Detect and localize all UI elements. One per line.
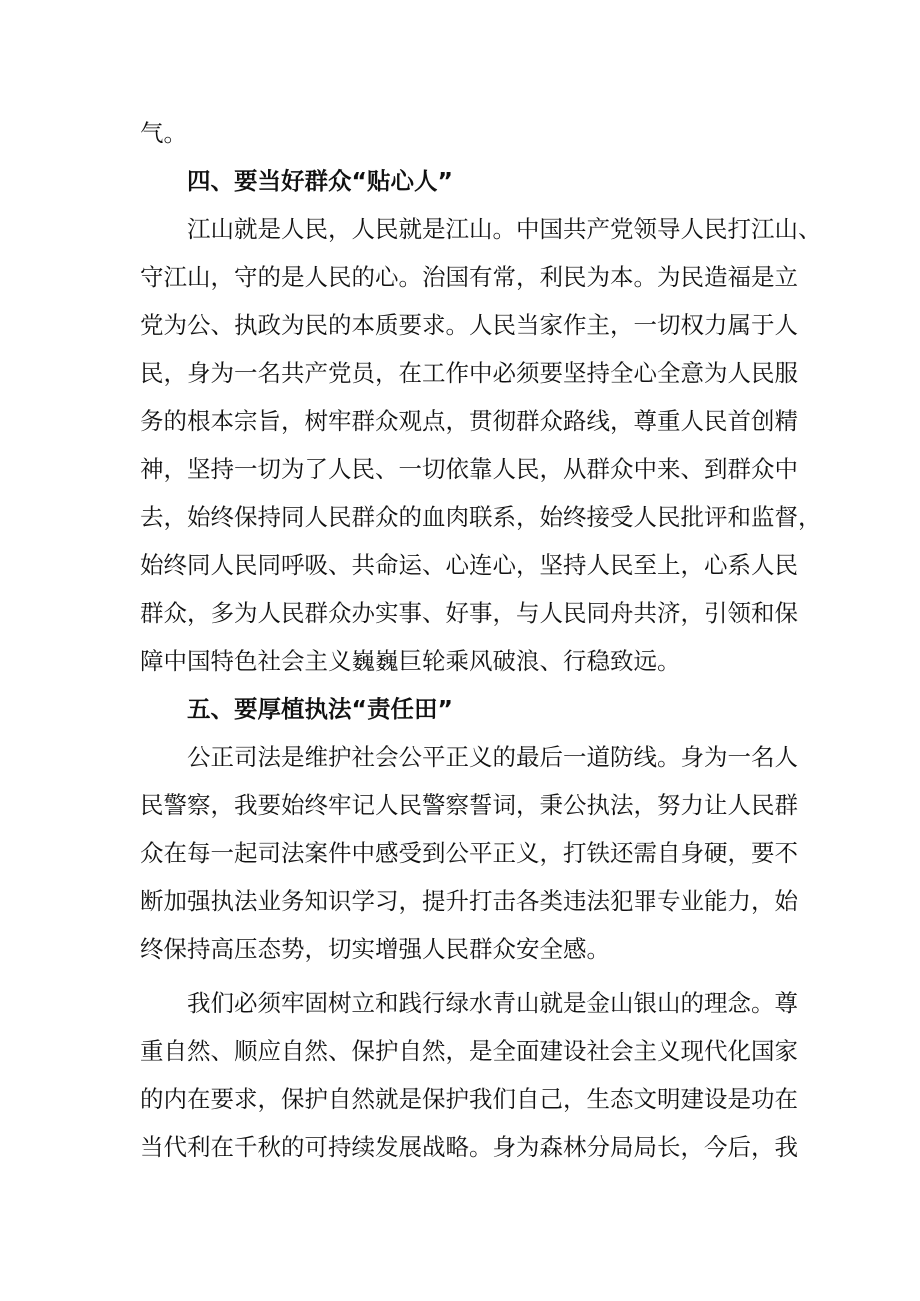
paragraph-fragment: 气。 <box>140 119 187 147</box>
paragraph-line: 始终同人民同呼吸、共命运、心连心，坚持人民至上，心系人民 <box>140 551 798 579</box>
paragraph-line: 重自然、顺应自然、保护自然，是全面建设社会主义现代化国家 <box>140 1037 798 1065</box>
paragraph-line: 公正司法是维护社会公平正义的最后一道防线。身为一名人 <box>187 743 798 771</box>
paragraph-line: 当代利在千秋的可持续发展战略。身为森林分局局长，今后，我 <box>140 1133 798 1161</box>
paragraph-line: 终保持高压态势，切实增强人民群众安全感。 <box>140 935 610 963</box>
paragraph-line: 神，坚持一切为了人民、一切依靠人民，从群众中来、到群众中 <box>140 455 798 483</box>
paragraph-line: 守江山，守的是人民的心。治国有常，利民为本。为民造福是立 <box>140 263 798 291</box>
paragraph-line: 党为公、执政为民的本质要求。人民当家作主，一切权力属于人 <box>140 311 798 339</box>
paragraph-line: 众在每一起司法案件中感受到公平正义，打铁还需自身硬，要不 <box>140 839 798 867</box>
section-heading-4: 四、要当好群众“贴心人” <box>187 167 453 195</box>
paragraph-line: 的内在要求，保护自然就是保护我们自己，生态文明建设是功在 <box>140 1085 798 1113</box>
paragraph-line: 务的根本宗旨，树牢群众观点，贯彻群众路线，尊重人民首创精 <box>140 407 798 435</box>
paragraph-line: 我们必须牢固树立和践行绿水青山就是金山银山的理念。尊 <box>187 989 798 1017</box>
paragraph-line: 民，身为一名共产党员，在工作中必须要坚持全心全意为人民服 <box>140 359 798 387</box>
paragraph-line: 群众，多为人民群众办实事、好事，与人民同舟共济，引领和保 <box>140 599 798 627</box>
section-heading-5: 五、要厚植执法“责任田” <box>187 695 453 723</box>
paragraph-line: 江山就是人民，人民就是江山。中国共产党领导人民打江山、 <box>187 215 822 243</box>
paragraph-line: 去，始终保持同人民群众的血肉联系，始终接受人民批评和监督， <box>140 503 822 531</box>
paragraph-line: 障中国特色社会主义巍巍巨轮乘风破浪、行稳致远。 <box>140 647 681 675</box>
paragraph-line: 民警察，我要始终牢记人民警察誓词，秉公执法，努力让人民群 <box>140 791 798 819</box>
paragraph-line: 断加强执法业务知识学习，提升打击各类违法犯罪专业能力，始 <box>140 887 798 915</box>
